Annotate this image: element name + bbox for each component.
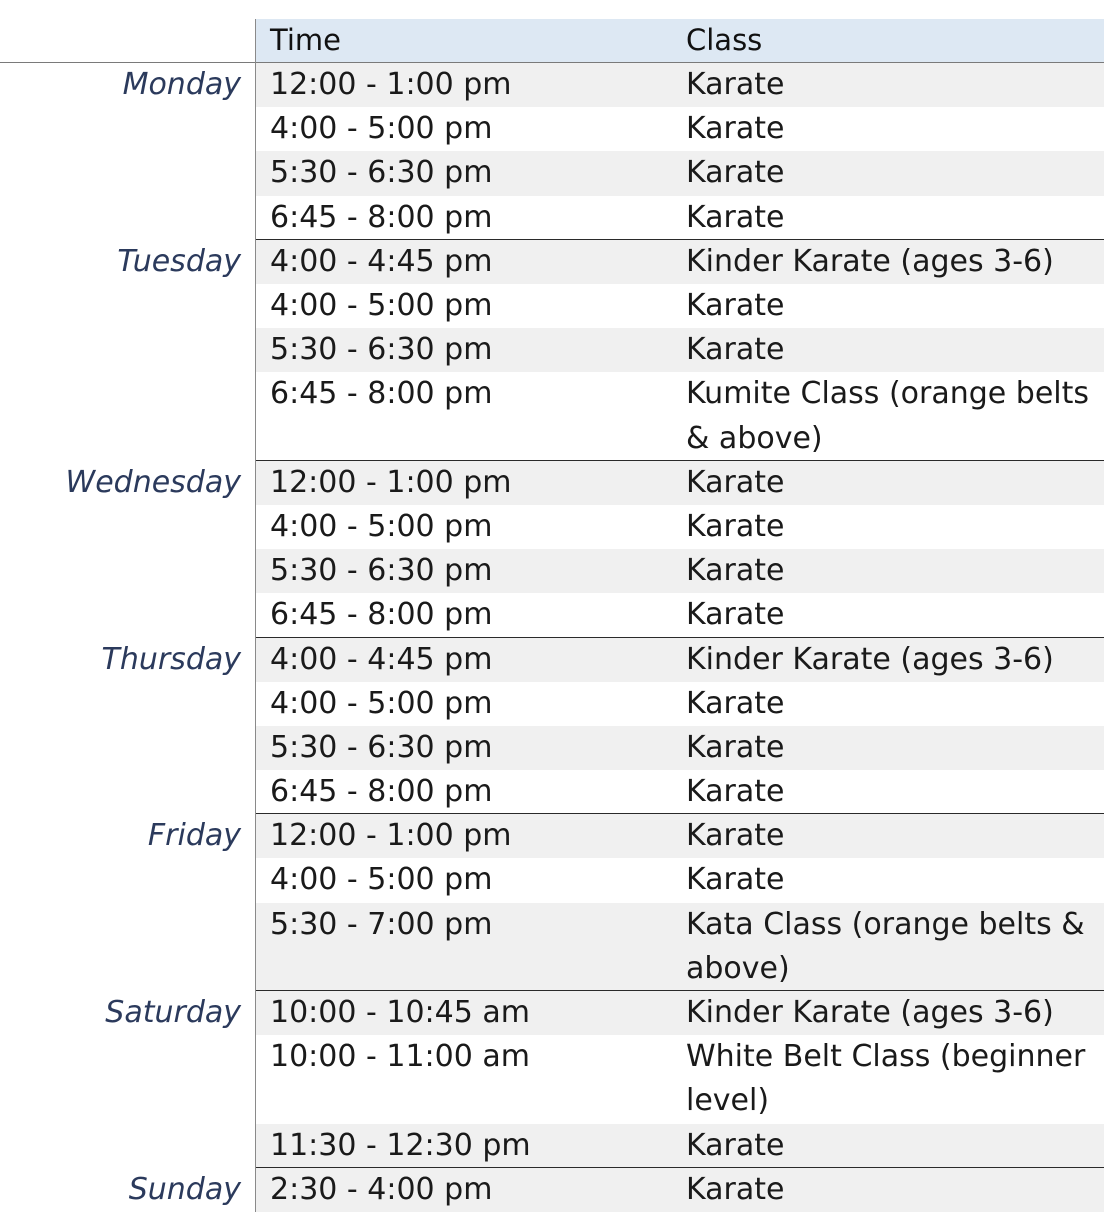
table-row (256, 549, 1104, 593)
time-cell: 2:30 - 4:00 pm (270, 1171, 493, 1207)
table-row (256, 196, 1104, 240)
table-row (256, 461, 1104, 505)
day-label: Friday (147, 818, 241, 854)
class-cell: Karate (686, 1171, 785, 1207)
day-label: Tuesday (117, 243, 241, 279)
table-row (256, 240, 1104, 284)
class-cell: Karate (686, 729, 785, 765)
time-cell: 4:00 - 4:45 pm (270, 641, 493, 677)
time-cell: 6:45 - 8:00 pm (270, 199, 493, 235)
time-cell: 6:45 - 8:00 pm (270, 597, 493, 633)
table-row (256, 1035, 1104, 1123)
day-label: Wednesday (65, 464, 241, 500)
class-cell: Karate (686, 774, 785, 810)
time-cell: 12:00 - 1:00 pm (270, 67, 512, 102)
time-cell: 6:45 - 8:00 pm (270, 774, 493, 810)
table-row (256, 726, 1104, 770)
table-row (256, 372, 1104, 460)
day-label: Saturday (105, 995, 241, 1031)
class-cell: Karate (686, 67, 785, 102)
class-cell: Karate (686, 862, 785, 898)
table-row (256, 151, 1104, 195)
time-cell: 4:00 - 4:45 pm (270, 243, 493, 279)
time-cell: 5:30 - 6:30 pm (270, 553, 493, 589)
class-cell: Kinder Karate (ages 3-6) (686, 243, 1054, 279)
time-cell: 6:45 - 8:00 pm (270, 376, 493, 412)
time-cell: 4:00 - 5:00 pm (270, 685, 493, 721)
day-label: Sunday (128, 1171, 241, 1207)
class-cell: Karate (686, 199, 785, 235)
class-cell: Karate (686, 685, 785, 721)
table-row (256, 991, 1104, 1035)
table-row (256, 328, 1104, 372)
class-cell: Karate (686, 155, 785, 191)
class-cell: Karate (686, 287, 785, 323)
class-cell: Karate (686, 508, 785, 544)
table-row (256, 903, 1104, 991)
time-cell: 5:30 - 6:30 pm (270, 155, 493, 191)
class-cell: Karate (686, 332, 785, 368)
table-row (256, 638, 1104, 682)
table-row (256, 284, 1104, 328)
column-header-class: Class (686, 23, 763, 57)
time-cell: 12:00 - 1:00 pm (270, 818, 512, 854)
table-row (256, 770, 1104, 814)
class-cell: Kumite Class (orange belts & above) (686, 376, 1090, 456)
table-row (256, 1168, 1104, 1212)
table-row (256, 63, 1104, 107)
class-cell: Karate (686, 111, 785, 147)
time-cell: 5:30 - 7:00 pm (270, 906, 493, 942)
table-row (256, 682, 1104, 726)
class-cell: Kata Class (orange belts & above) (686, 906, 1085, 986)
class-cell: Karate (686, 597, 785, 633)
time-cell: 12:00 - 1:00 pm (270, 464, 512, 500)
time-cell: 5:30 - 6:30 pm (270, 332, 493, 368)
time-cell: 4:00 - 5:00 pm (270, 862, 493, 898)
time-cell: 4:00 - 5:00 pm (270, 508, 493, 544)
day-label: Monday (122, 67, 241, 102)
table-header-band (256, 19, 1104, 62)
day-label: Thursday (101, 641, 241, 677)
column-header-time: Time (270, 23, 341, 57)
table-row (256, 107, 1104, 151)
class-cell: White Belt Class (beginner level) (686, 1039, 1086, 1119)
time-cell: 4:00 - 5:00 pm (270, 111, 493, 147)
table-row (256, 858, 1104, 902)
table-row (256, 1124, 1104, 1168)
time-cell: 5:30 - 6:30 pm (270, 729, 493, 765)
table-row (256, 814, 1104, 858)
class-cell: Karate (686, 818, 785, 854)
class-cell: Karate (686, 1127, 785, 1163)
table-row (256, 505, 1104, 549)
time-cell: 10:00 - 10:45 am (270, 995, 530, 1031)
class-cell: Karate (686, 464, 785, 500)
time-cell: 4:00 - 5:00 pm (270, 287, 493, 323)
time-cell: 10:00 - 11:00 am (270, 1039, 530, 1075)
table-row (256, 593, 1104, 637)
class-cell: Kinder Karate (ages 3-6) (686, 641, 1054, 677)
time-cell: 11:30 - 12:30 pm (270, 1127, 531, 1163)
class-cell: Karate (686, 553, 785, 589)
class-cell: Kinder Karate (ages 3-6) (686, 995, 1054, 1031)
